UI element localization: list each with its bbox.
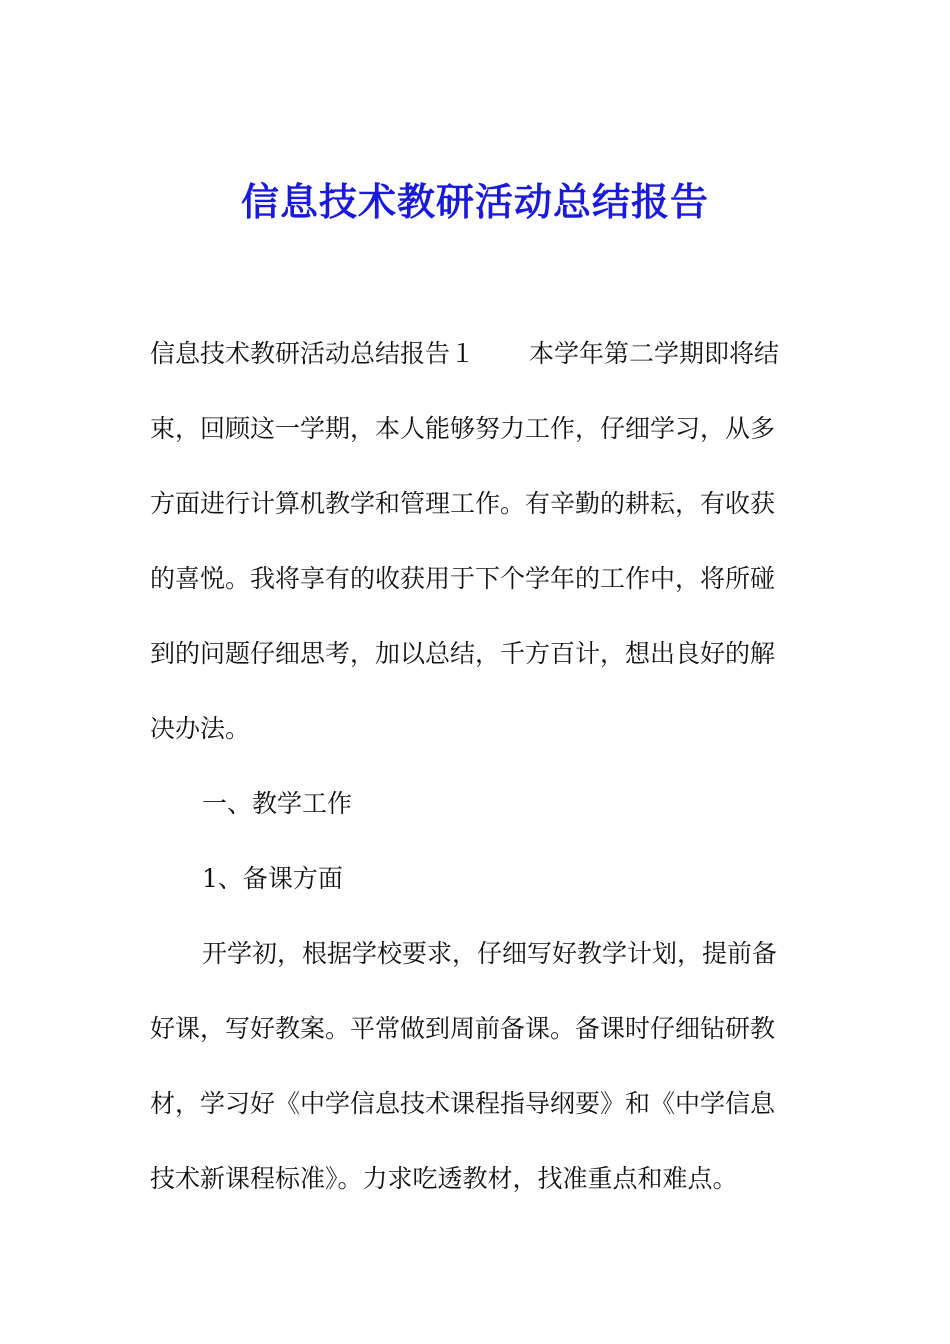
section-heading: 一、教学工作 <box>202 789 353 818</box>
paragraph-line: 到的问题仔细思考，加以总结，千方百计，想出良好的解 <box>150 639 776 668</box>
subsection-heading: 1、备课方面 <box>202 864 343 893</box>
paragraph-text: 本学年第二学期即将结 <box>529 339 780 368</box>
paragraph-line: 材，学习好《中学信息技术课程指导纲要》和《中学信息 <box>150 1089 776 1118</box>
document-body <box>150 316 800 1216</box>
report-heading-inline: 信息技术教研活动总结报告１ <box>150 339 476 368</box>
paragraph-line: 决办法。 <box>150 714 251 743</box>
paragraph-line: 束，回顾这一学期，本人能够努力工作，仔细学习，从多 <box>150 414 776 443</box>
paragraph-line: 的喜悦。我将享有的收获用于下个学年的工作中，将所碰 <box>150 564 776 593</box>
paragraph-line: 技术新课程标准》。力求吃透教材，找准重点和难点。 <box>150 1164 738 1193</box>
paragraph-line: 方面进行计算机教学和管理工作。有辛勤的耕耘，有收获 <box>150 489 776 518</box>
paragraph-line: 好课，写好教案。平常做到周前备课。备课时仔细钻研教 <box>150 1014 776 1043</box>
document-title: 信息技术教研活动总结报告 <box>240 179 709 224</box>
paragraph-line <box>150 316 800 391</box>
paragraph-line: 开学初，根据学校要求，仔细写好教学计划，提前备 <box>202 939 778 968</box>
